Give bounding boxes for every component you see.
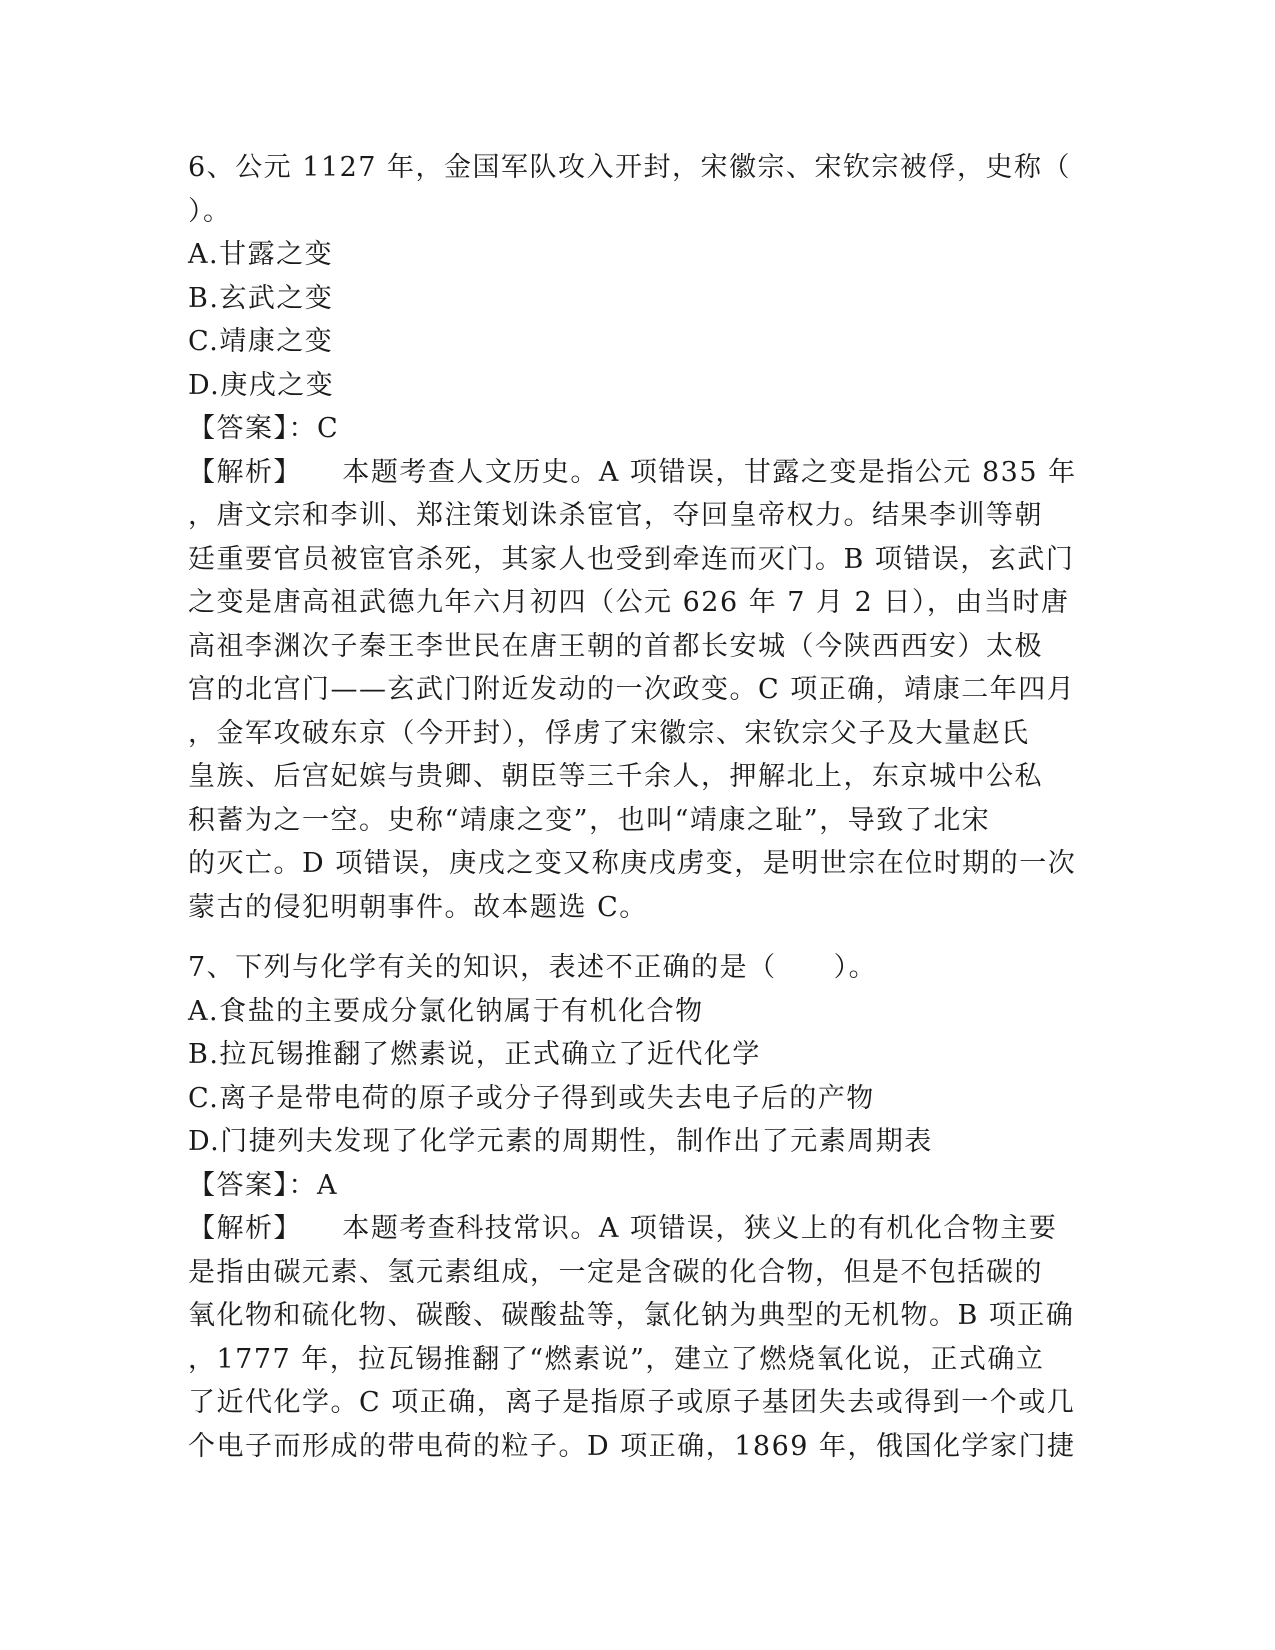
option-a: A.甘露之变 xyxy=(188,239,334,270)
question-stem: ）。 xyxy=(188,195,232,227)
question-7 xyxy=(188,946,1088,1468)
analysis-line: ，1777 年，拉瓦锡推翻了“燃素说”，建立了燃烧氧化说，正式确立 xyxy=(188,1343,1045,1375)
question-gap xyxy=(188,929,1088,946)
analysis-line: 宫的北宫门——玄武门附近发动的一次政变。C 项正确，靖康二年四月 xyxy=(188,674,1076,705)
answer-line: 【答案】：C xyxy=(188,413,340,444)
question-stem: 6、公元 1127 年，金国军队攻入开封，宋徽宗、宋钦宗被俘，史称（ xyxy=(188,152,1072,183)
analysis-line: ，唐文宗和李训、郑注策划诛杀宦官，夺回皇帝权力。结果李训等朝 xyxy=(188,500,1043,531)
option-b: B.玄武之变 xyxy=(188,282,334,314)
document-page xyxy=(188,146,1088,1468)
analysis-line: 皇族、后宫妃嫔与贵卿、朝臣等三千余人，押解北上，东京城中公私 xyxy=(188,761,1043,792)
analysis-line: 高祖李渊次子秦王李世民在唐王朝的首都长安城（今陕西西安）太极 xyxy=(188,630,1043,662)
analysis-line: 个电子而形成的带电荷的粒子。D 项正确，1869 年，俄国化学家门捷 xyxy=(188,1430,1076,1462)
question-6 xyxy=(188,146,1088,929)
option-d: D.门捷列夫发现了化学元素的周期性，制作出了元素周期表 xyxy=(188,1126,933,1157)
analysis-line: 廷重要官员被宦官杀死，其家人也受到牵连而灭门。B 项错误，玄武门 xyxy=(188,543,1075,575)
analysis-line: 的灭亡。D 项错误，庚戌之变又称庚戌虏变，是明世宗在位时期的一次 xyxy=(188,848,1077,879)
analysis-line: 是指由碳元素、氢元素组成，一定是含碳的化合物，但是不包括碳的 xyxy=(188,1256,1043,1288)
analysis-line: 氧化物和硫化物、碳酸、碳酸盐等，氯化钠为典型的无机物。B 项正确 xyxy=(188,1300,1075,1331)
option-a: A.食盐的主要成分氯化钠属于有机化合物 xyxy=(188,995,704,1027)
answer-line: 【答案】：A xyxy=(188,1169,338,1201)
analysis-line: 【解析】 本题考查科技常识。A 项错误，狭义上的有机化合物主要 xyxy=(188,1213,1058,1244)
option-c: C.离子是带电荷的原子或分子得到或失去电子后的产物 xyxy=(188,1082,875,1114)
analysis-line: ，金军攻破东京（今开封），俘虏了宋徽宗、宋钦宗父子及大量赵氏 xyxy=(188,717,1030,749)
analysis-line: 了近代化学。C 项正确，离子是指原子或原子基团失去或得到一个或几 xyxy=(188,1387,1076,1418)
analysis-line: 【解析】 本题考查人文历史。A 项错误，甘露之变是指公元 835 年 xyxy=(188,456,1077,488)
analysis-line: 蒙古的侵犯明朝事件。故本题选 C。 xyxy=(188,891,648,923)
option-b: B.拉瓦锡推翻了燃素说，正式确立了近代化学 xyxy=(188,1039,761,1070)
option-c: C.靖康之变 xyxy=(188,326,334,357)
analysis-line: 之变是唐高祖武德九年六月初四（公元 626 年 7 月 2 日），由当时唐 xyxy=(188,587,1070,618)
option-d: D.庚戌之变 xyxy=(188,369,335,401)
analysis-line: 积蓄为之一空。史称“靖康之变”，也叫“靖康之耻”，导致了北宋 xyxy=(188,804,991,836)
question-stem: 7、下列与化学有关的知识，表述不正确的是（ ）。 xyxy=(188,952,878,983)
